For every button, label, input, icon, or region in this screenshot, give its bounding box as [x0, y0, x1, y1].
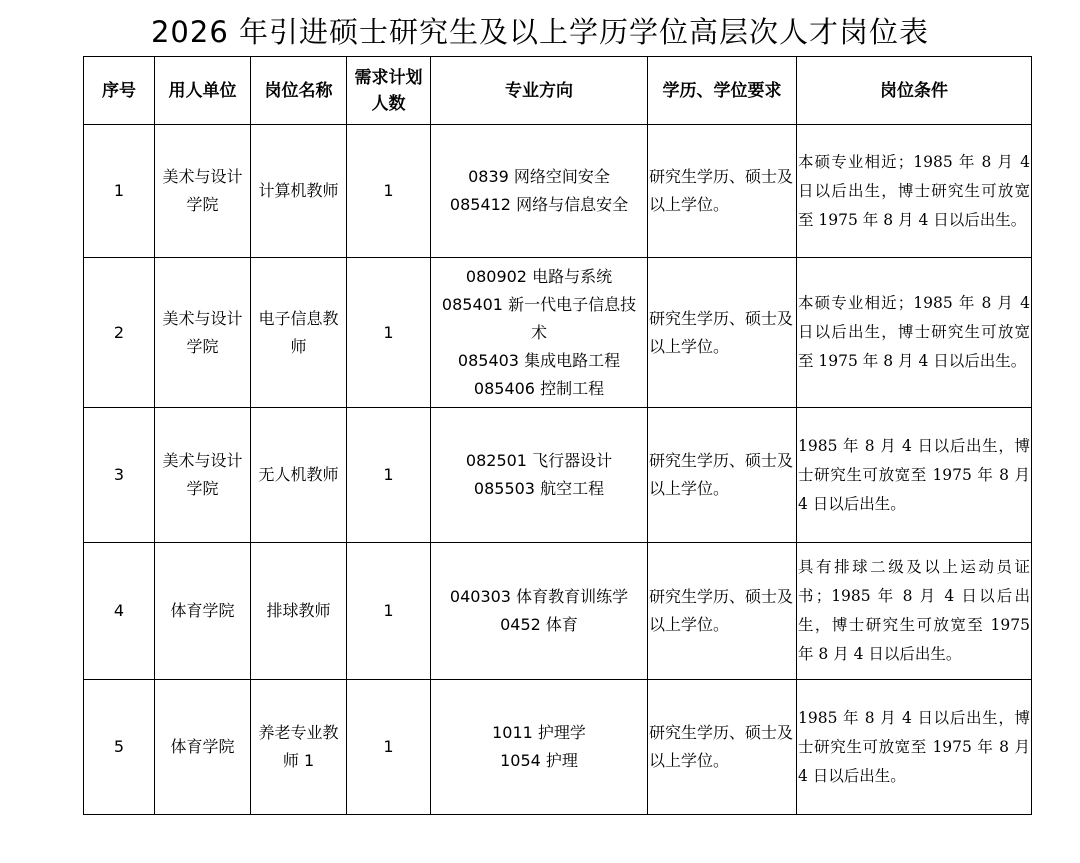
- cell-count: 1: [347, 258, 431, 408]
- cell-conditions: 1985 年 8 月 4 日以后出生，博士研究生可放宽至 1975 年 8 月 4 日以后出生。: [797, 680, 1032, 815]
- major-item: 1054 护理: [500, 751, 578, 770]
- cell-unit-line: 体育学院: [170, 737, 235, 756]
- cell-position-line: 养老专业教: [258, 723, 339, 742]
- cell-seq: 2: [84, 258, 155, 408]
- cell-major: [431, 543, 648, 680]
- cell-conditions: 本硕专业相近；1985 年 8 月 4 日以后出生，博士研究生可放宽至 1975 年 8 月 4 日以后出生。: [797, 258, 1032, 408]
- header-seq: 序号: [84, 57, 155, 125]
- major-item: 085412 网络与信息安全: [449, 195, 629, 214]
- cell-unit-line: 学院: [186, 336, 219, 356]
- cell-position-line: 排球教师: [266, 601, 331, 620]
- cell-position: [251, 543, 347, 680]
- cell-conditions: 具有排球二级及以上运动员证书；1985 年 8 月 4 日以后出生，博士研究生可放宽至 1975 年 8 月 4 日以后出生。: [797, 543, 1032, 680]
- major-item: 085403 集成电路工程: [457, 350, 621, 370]
- cell-major: [431, 680, 648, 815]
- table-row: [84, 125, 1032, 258]
- cell-degree-line: 以上学位。: [649, 751, 730, 770]
- cell-degree-line: 研究生学历、硕士及: [649, 451, 794, 470]
- cell-degree: [648, 408, 797, 543]
- major-item: 0839 网络空间安全: [468, 167, 610, 186]
- table-row: [84, 680, 1032, 815]
- table-row: [84, 408, 1032, 543]
- cell-count: 1: [347, 125, 431, 258]
- cell-unit-line: 美术与设计: [162, 167, 243, 186]
- cell-degree-line: 研究生学历、硕士及: [649, 308, 794, 328]
- cell-count: 1: [347, 543, 431, 680]
- major-item: 080902 电路与系统: [465, 266, 613, 286]
- cell-position-line: 无人机教师: [258, 465, 339, 484]
- table-row: [84, 543, 1032, 680]
- cell-degree: [648, 125, 797, 258]
- cell-degree: [648, 543, 797, 680]
- cell-degree-line: 研究生学历、硕士及: [649, 723, 794, 742]
- table-row: [84, 258, 1032, 408]
- cell-degree-line: 研究生学历、硕士及: [649, 167, 794, 186]
- major-item: 1011 护理学: [492, 723, 586, 742]
- header-conditions: 岗位条件: [797, 57, 1032, 125]
- major-item: 0452 体育: [500, 615, 578, 634]
- cell-unit-line: 美术与设计: [162, 451, 243, 470]
- positions-table: [83, 56, 1032, 815]
- cell-unit-line: 美术与设计: [162, 308, 243, 328]
- cell-major: [431, 408, 648, 543]
- major-item: 085406 控制工程: [473, 378, 605, 398]
- cell-seq: 4: [84, 543, 155, 680]
- cell-position: [251, 258, 347, 408]
- cell-unit-line: 学院: [186, 479, 219, 498]
- cell-degree-line: 以上学位。: [649, 195, 730, 214]
- cell-unit: [155, 408, 251, 543]
- cell-position: [251, 680, 347, 815]
- cell-degree: [648, 258, 797, 408]
- cell-unit: [155, 543, 251, 680]
- header-count: [347, 57, 431, 125]
- major-item: 040303 体育教育训练学: [449, 587, 629, 606]
- header-degree: 学历、学位要求: [648, 57, 797, 125]
- cell-position-line: 计算机教师: [258, 181, 339, 200]
- cell-degree-line: 以上学位。: [649, 615, 730, 634]
- cell-unit-line: 学院: [186, 195, 219, 214]
- cell-seq: 3: [84, 408, 155, 543]
- header-major: 专业方向: [431, 57, 648, 125]
- cell-unit: [155, 680, 251, 815]
- cell-degree: [648, 680, 797, 815]
- cell-conditions: 本硕专业相近；1985 年 8 月 4 日以后出生，博士研究生可放宽至 1975 年 8 月 4 日以后出生。: [797, 125, 1032, 258]
- cell-position-line: 师 1: [282, 751, 315, 770]
- header-count-line1: 需求计划: [354, 67, 423, 88]
- major-item: 082501 飞行器设计: [465, 451, 613, 470]
- cell-position-line: 电子信息教: [258, 308, 339, 328]
- cell-position: [251, 408, 347, 543]
- header-count-line2: 人数: [371, 93, 406, 114]
- cell-position: [251, 125, 347, 258]
- cell-seq: 1: [84, 125, 155, 258]
- major-item: 085401 新一代电子信息技: [441, 294, 637, 314]
- cell-major: [431, 125, 648, 258]
- major-item: 085503 航空工程: [473, 479, 605, 498]
- cell-unit: [155, 125, 251, 258]
- cell-degree-line: 以上学位。: [649, 336, 730, 356]
- table-header-row: [84, 57, 1032, 125]
- cell-position-line: 师: [290, 336, 307, 356]
- header-position: 岗位名称: [251, 57, 347, 125]
- cell-count: 1: [347, 680, 431, 815]
- cell-degree-line: 研究生学历、硕士及: [649, 587, 794, 606]
- page-title: 2026 年引进硕士研究生及以上学历学位高层次人才岗位表: [150, 15, 930, 49]
- header-unit: 用人单位: [155, 57, 251, 125]
- cell-count: 1: [347, 408, 431, 543]
- cell-unit-line: 体育学院: [170, 601, 235, 620]
- cell-major: [431, 258, 648, 408]
- cell-degree-line: 以上学位。: [649, 479, 730, 498]
- cell-conditions: 1985 年 8 月 4 日以后出生，博士研究生可放宽至 1975 年 8 月 4 日以后出生。: [797, 408, 1032, 543]
- cell-unit: [155, 258, 251, 408]
- cell-seq: 5: [84, 680, 155, 815]
- major-item: 术: [530, 322, 547, 342]
